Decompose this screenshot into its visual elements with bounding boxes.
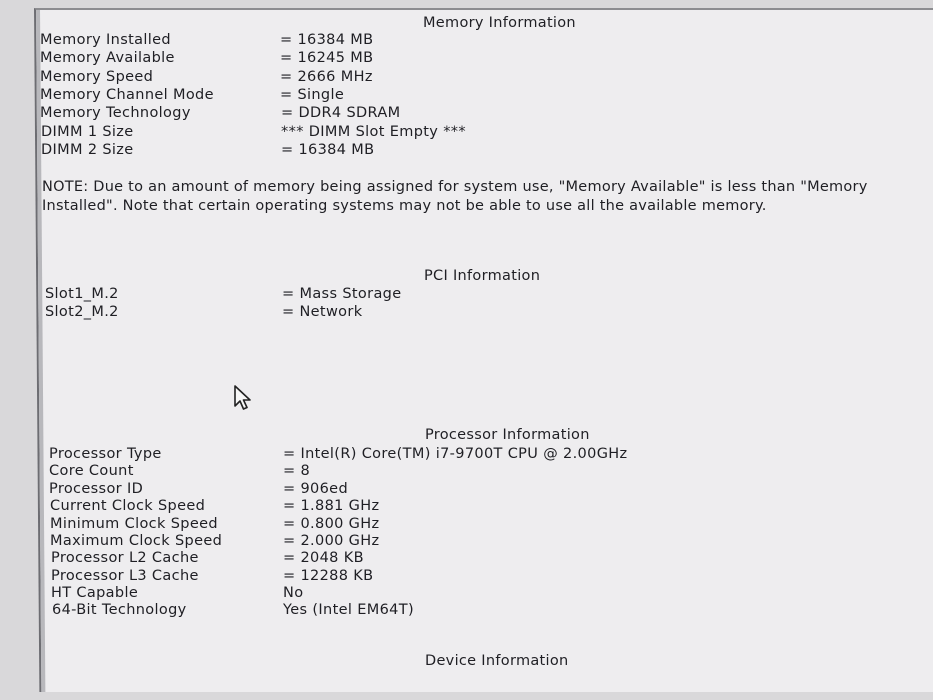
row-label: Memory Available [40,50,175,66]
row-label: Minimum Clock Speed [50,516,218,532]
processor-section-title: Processor Information [425,427,590,443]
row-label: Slot1_M.2 [45,286,119,302]
row-value: = DDR4 SDRAM [281,105,401,121]
row-label: Current Clock Speed [50,498,206,514]
row-value: = Mass Storage [282,286,402,302]
row-value: = 16384 MB [281,142,375,158]
row-value: *** DIMM Slot Empty *** [281,124,466,140]
row-value: = 16245 MB [280,50,374,66]
row-value: = 2048 KB [283,550,364,566]
row-label: Maximum Clock Speed [50,533,223,549]
mouse-pointer-icon [233,385,255,413]
row-value: Yes (Intel EM64T) [283,602,414,618]
memory-note: NOTE: Due to an amount of memory being assigned for system use, "Memory Available" is less than "Memory Installed". Note that certain operating systems may not be able to use all the available memory. [42,179,868,214]
row-label: HT Capable [51,585,139,601]
row-value: = 2666 MHz [280,69,373,85]
row-value: = Network [282,304,363,320]
device-section-title: Device Information [425,653,569,669]
pci-section-title: PCI Information [424,268,541,284]
row-label: Processor Type [49,446,162,462]
row-label: Slot2_M.2 [45,304,119,320]
row-value: = Intel(R) Core(TM) i7-9700T CPU @ 2.00GHz [283,446,628,462]
row-label: Memory Technology [40,105,191,121]
row-value: = 906ed [283,481,349,497]
row-label: Processor ID [49,481,144,497]
row-label: DIMM 1 Size [41,124,134,140]
row-value: No [283,585,304,601]
row-label: DIMM 2 Size [41,142,134,158]
row-label: Memory Speed [40,69,154,85]
row-label: Core Count [49,463,134,479]
row-label: Memory Installed [40,32,171,48]
row-label: Processor L3 Cache [51,568,199,584]
memory-section-title: Memory Information [423,15,576,31]
row-label: Memory Channel Mode [40,87,214,103]
row-label: Processor L2 Cache [51,550,199,566]
row-value: = 12288 KB [283,568,374,584]
row-value: = 2.000 GHz [283,533,380,549]
row-value: = Single [280,87,345,103]
row-value: = 1.881 GHz [283,498,380,514]
row-value: = 8 [283,463,311,479]
row-value: = 16384 MB [280,32,374,48]
row-value: = 0.800 GHz [283,516,380,532]
row-label: 64-Bit Technology [52,602,187,618]
